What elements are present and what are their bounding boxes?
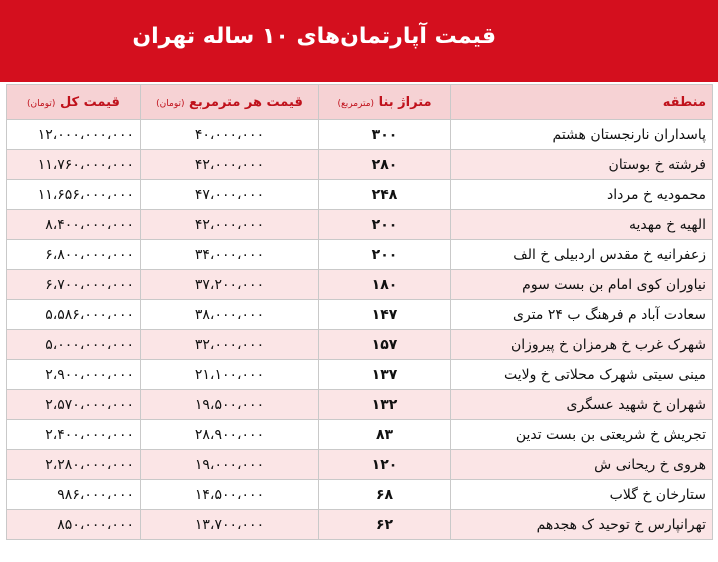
cell-area: ۱۸۰ (319, 270, 451, 300)
cell-region: پاسداران نارنجستان هشتم (451, 120, 713, 150)
cell-price-per-meter: ۳۸،۰۰۰،۰۰۰ (141, 300, 319, 330)
page-title: قیمت آپارتمان‌های ۱۰ ساله تهران (132, 24, 496, 49)
cell-area: ۱۳۲ (319, 390, 451, 420)
cell-area: ۳۰۰ (319, 120, 451, 150)
cell-total-price: ۵،۵۸۶،۰۰۰،۰۰۰ (7, 300, 141, 330)
cell-total-price: ۲،۴۰۰،۰۰۰،۰۰۰ (7, 420, 141, 450)
cell-price-per-meter: ۲۱،۱۰۰،۰۰۰ (141, 360, 319, 390)
header-region: منطقه (451, 85, 713, 120)
cell-price-per-meter: ۱۹،۵۰۰،۰۰۰ (141, 390, 319, 420)
cell-price-per-meter: ۴۰،۰۰۰،۰۰۰ (141, 120, 319, 150)
cell-area: ۱۴۷ (319, 300, 451, 330)
table-row (7, 330, 713, 360)
cell-area: ۲۴۸ (319, 180, 451, 210)
table-row (7, 300, 713, 330)
title-bar (0, 0, 718, 82)
table-row (7, 450, 713, 480)
table-row (7, 180, 713, 210)
cell-area: ۲۸۰ (319, 150, 451, 180)
cell-region: محمودیه خ مرداد (451, 180, 713, 210)
table-row (7, 270, 713, 300)
cell-region: شهرک غرب خ هرمزان خ پیروزان (451, 330, 713, 360)
cell-area: ۱۳۷ (319, 360, 451, 390)
header-area: متراژ بنا (مترمربع) (319, 85, 451, 120)
table-row (7, 210, 713, 240)
cell-total-price: ۱۱،۶۵۶،۰۰۰،۰۰۰ (7, 180, 141, 210)
table-row (7, 390, 713, 420)
table-row (7, 360, 713, 390)
cell-region: سعادت آباد م فرهنگ ب ۲۴ متری (451, 300, 713, 330)
cell-region: شهران خ شهید عسگری (451, 390, 713, 420)
cell-region: ستارخان خ گلاب (451, 480, 713, 510)
cell-area: ۶۲ (319, 510, 451, 540)
cell-region: زعفرانیه خ مقدس اردبیلی خ الف (451, 240, 713, 270)
cell-area: ۲۰۰ (319, 240, 451, 270)
cell-total-price: ۲،۲۸۰،۰۰۰،۰۰۰ (7, 450, 141, 480)
cell-region: تجریش خ شریعتی بن بست تدین (451, 420, 713, 450)
cell-area: ۸۳ (319, 420, 451, 450)
cell-total-price: ۹۸۶،۰۰۰،۰۰۰ (7, 480, 141, 510)
table-row (7, 510, 713, 540)
cell-area: ۱۵۷ (319, 330, 451, 360)
header-price-per-meter: قیمت هر مترمربع (تومان) (141, 85, 319, 120)
cell-region: فرشته خ بوستان (451, 150, 713, 180)
cell-total-price: ۱۱،۷۶۰،۰۰۰،۰۰۰ (7, 150, 141, 180)
cell-total-price: ۸،۴۰۰،۰۰۰،۰۰۰ (7, 210, 141, 240)
cell-region: مینی سیتی شهرک محلاتی خ ولایت (451, 360, 713, 390)
cell-price-per-meter: ۳۷،۲۰۰،۰۰۰ (141, 270, 319, 300)
cell-region: نیاوران کوی امام بن بست سوم (451, 270, 713, 300)
table-header-row (7, 85, 713, 120)
cell-area: ۶۸ (319, 480, 451, 510)
cell-price-per-meter: ۴۲،۰۰۰،۰۰۰ (141, 150, 319, 180)
cell-region: الهیه خ مهدیه (451, 210, 713, 240)
table-row (7, 480, 713, 510)
table-row (7, 240, 713, 270)
cell-total-price: ۶،۷۰۰،۰۰۰،۰۰۰ (7, 270, 141, 300)
cell-area: ۲۰۰ (319, 210, 451, 240)
cell-price-per-meter: ۱۴،۵۰۰،۰۰۰ (141, 480, 319, 510)
cell-total-price: ۱۲،۰۰۰،۰۰۰،۰۰۰ (7, 120, 141, 150)
cell-price-per-meter: ۳۲،۰۰۰،۰۰۰ (141, 330, 319, 360)
cell-area: ۱۲۰ (319, 450, 451, 480)
cell-total-price: ۵،۰۰۰،۰۰۰،۰۰۰ (7, 330, 141, 360)
table-row (7, 420, 713, 450)
table-row (7, 120, 713, 150)
cell-price-per-meter: ۱۳،۷۰۰،۰۰۰ (141, 510, 319, 540)
cell-region: تهرانپارس خ توحید ک هجدهم (451, 510, 713, 540)
header-total-price: قیمت کل (تومان) (7, 85, 141, 120)
cell-price-per-meter: ۱۹،۰۰۰،۰۰۰ (141, 450, 319, 480)
cell-total-price: ۶،۸۰۰،۰۰۰،۰۰۰ (7, 240, 141, 270)
cell-price-per-meter: ۴۲،۰۰۰،۰۰۰ (141, 210, 319, 240)
cell-region: هروی خ ریحانی ش (451, 450, 713, 480)
cell-price-per-meter: ۴۷،۰۰۰،۰۰۰ (141, 180, 319, 210)
cell-total-price: ۲،۹۰۰،۰۰۰،۰۰۰ (7, 360, 141, 390)
cell-price-per-meter: ۲۸،۹۰۰،۰۰۰ (141, 420, 319, 450)
table-row (7, 150, 713, 180)
price-table (6, 84, 713, 540)
cell-total-price: ۲،۵۷۰،۰۰۰،۰۰۰ (7, 390, 141, 420)
cell-total-price: ۸۵۰،۰۰۰،۰۰۰ (7, 510, 141, 540)
cell-price-per-meter: ۳۴،۰۰۰،۰۰۰ (141, 240, 319, 270)
